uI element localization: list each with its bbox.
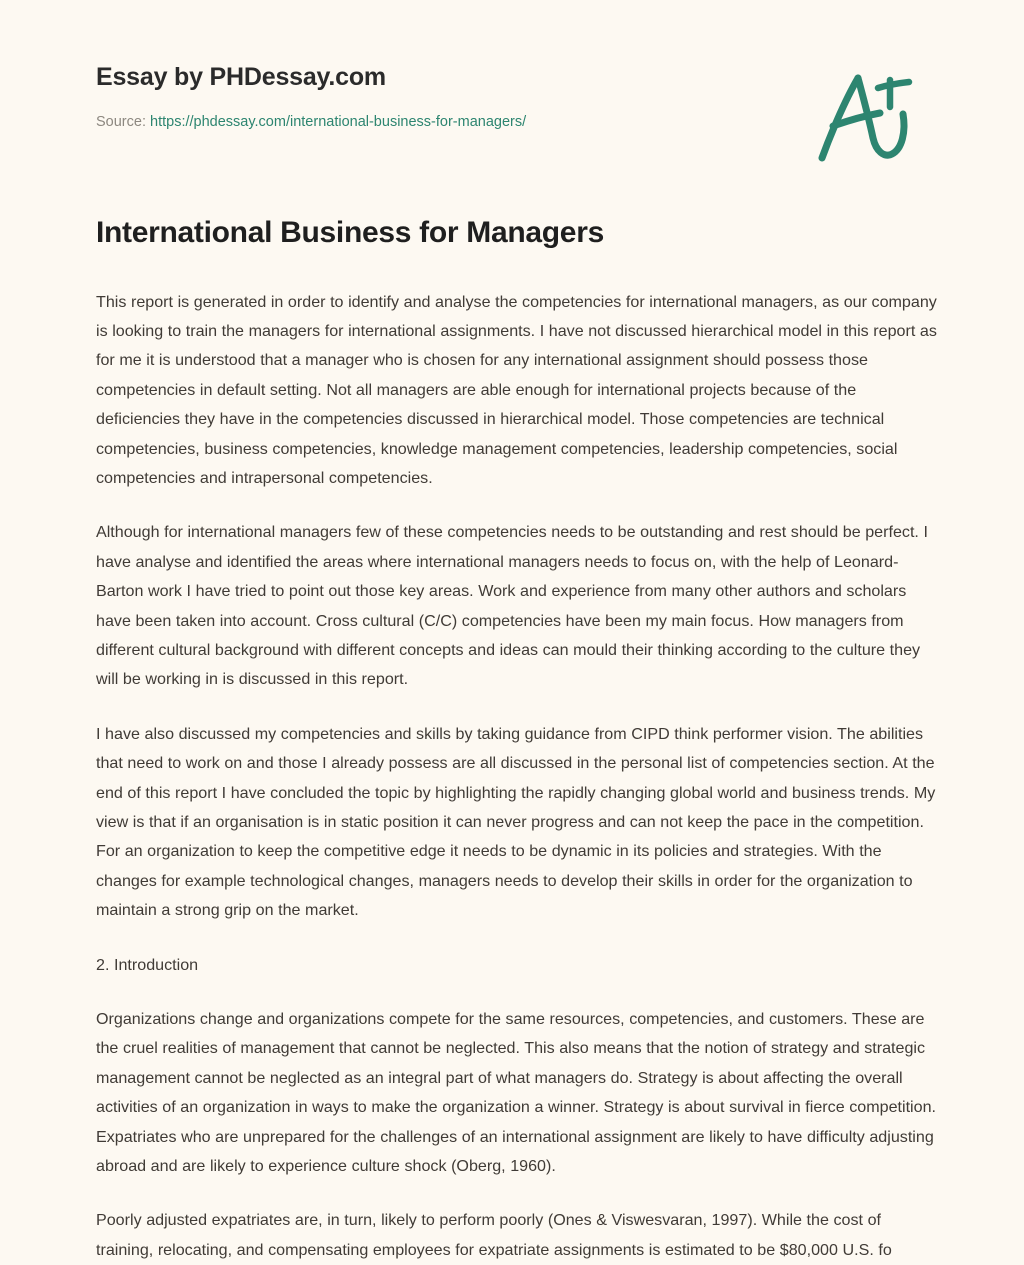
paragraph: Poorly adjusted expatriates are, in turn, likely to perform poorly (Ones & Viswesvaran, 1997). While the cost of training, relocating, and compensating employees for expatriate assignments is estimated to be $80,000 U.S. fo <box>96 1206 942 1265</box>
article-body <box>96 214 942 1265</box>
page-title: International Business for Managers <box>96 214 942 252</box>
source-url-link[interactable]: https://phdessay.com/international-business-for-managers/ <box>150 114 526 130</box>
paragraph: Organizations change and organizations compete for the same resources, competencies, and customers. These are the cruel realities of management that cannot be neglected. This also means that the notion of strategy and strategic management cannot be neglected as an integral part of what managers do. Strategy is about affecting the overall activities of an organization in ways to make the organization a winner. Strategy is about survival in fierce competition. Expatriates who are unprepared for the challenges of an international assignment are likely to have difficulty adjusting abroad and are likely to experience culture shock (Oberg, 1960). <box>96 1005 942 1181</box>
source-line <box>96 113 796 132</box>
source-label: Source: <box>96 114 146 130</box>
a-plus-logo-icon <box>810 66 920 166</box>
paragraph: I have also discussed my competencies and skills by taking guidance from CIPD think performer vision. The abilities that need to work on and those I already possess are all discussed in the personal list of competencies section. At the end of this report I have concluded the topic by highlighting the rapidly changing global world and business trends. My view is that if an organisation is in static position it can never progress and can not keep the pace in the competition. For an organization to keep the competitive edge it needs to be dynamic in its policies and strategies. With the changes for example technological changes, managers needs to develop their skills in order for the organization to maintain a strong grip on the market. <box>96 720 942 926</box>
brand-title: Essay by PHDessay.com <box>96 62 796 92</box>
paragraph-list <box>96 288 942 1265</box>
page-header <box>96 62 796 132</box>
paragraph: This report is generated in order to identify and analyse the competencies for international managers, as our company is looking to train the managers for international assignments. I have not discussed hierarchical model in this report as for me it is understood that a manager who is chosen for any international assignment should possess those competencies in default setting. Not all managers are able enough for international projects because of the deficiencies they have in the competencies discussed in hierarchical model. Those competencies are technical competencies, business competencies, knowledge management competencies, leadership competencies, social competencies and intrapersonal competencies. <box>96 288 942 494</box>
section-heading-introduction: 2. Introduction <box>96 951 942 980</box>
paragraph: Although for international managers few of these competencies needs to be outstanding and rest should be perfect. I have analyse and identified the areas where international managers needs to focus on, with the help of Leonard-Barton work I have tried to point out those key areas. Work and experience from many other authors and scholars have been taken into account. Cross cultural (C/C) competencies have been my main focus. How managers from different cultural background with different concepts and ideas can mould their thinking according to the culture they will be working in is discussed in this report. <box>96 518 942 694</box>
